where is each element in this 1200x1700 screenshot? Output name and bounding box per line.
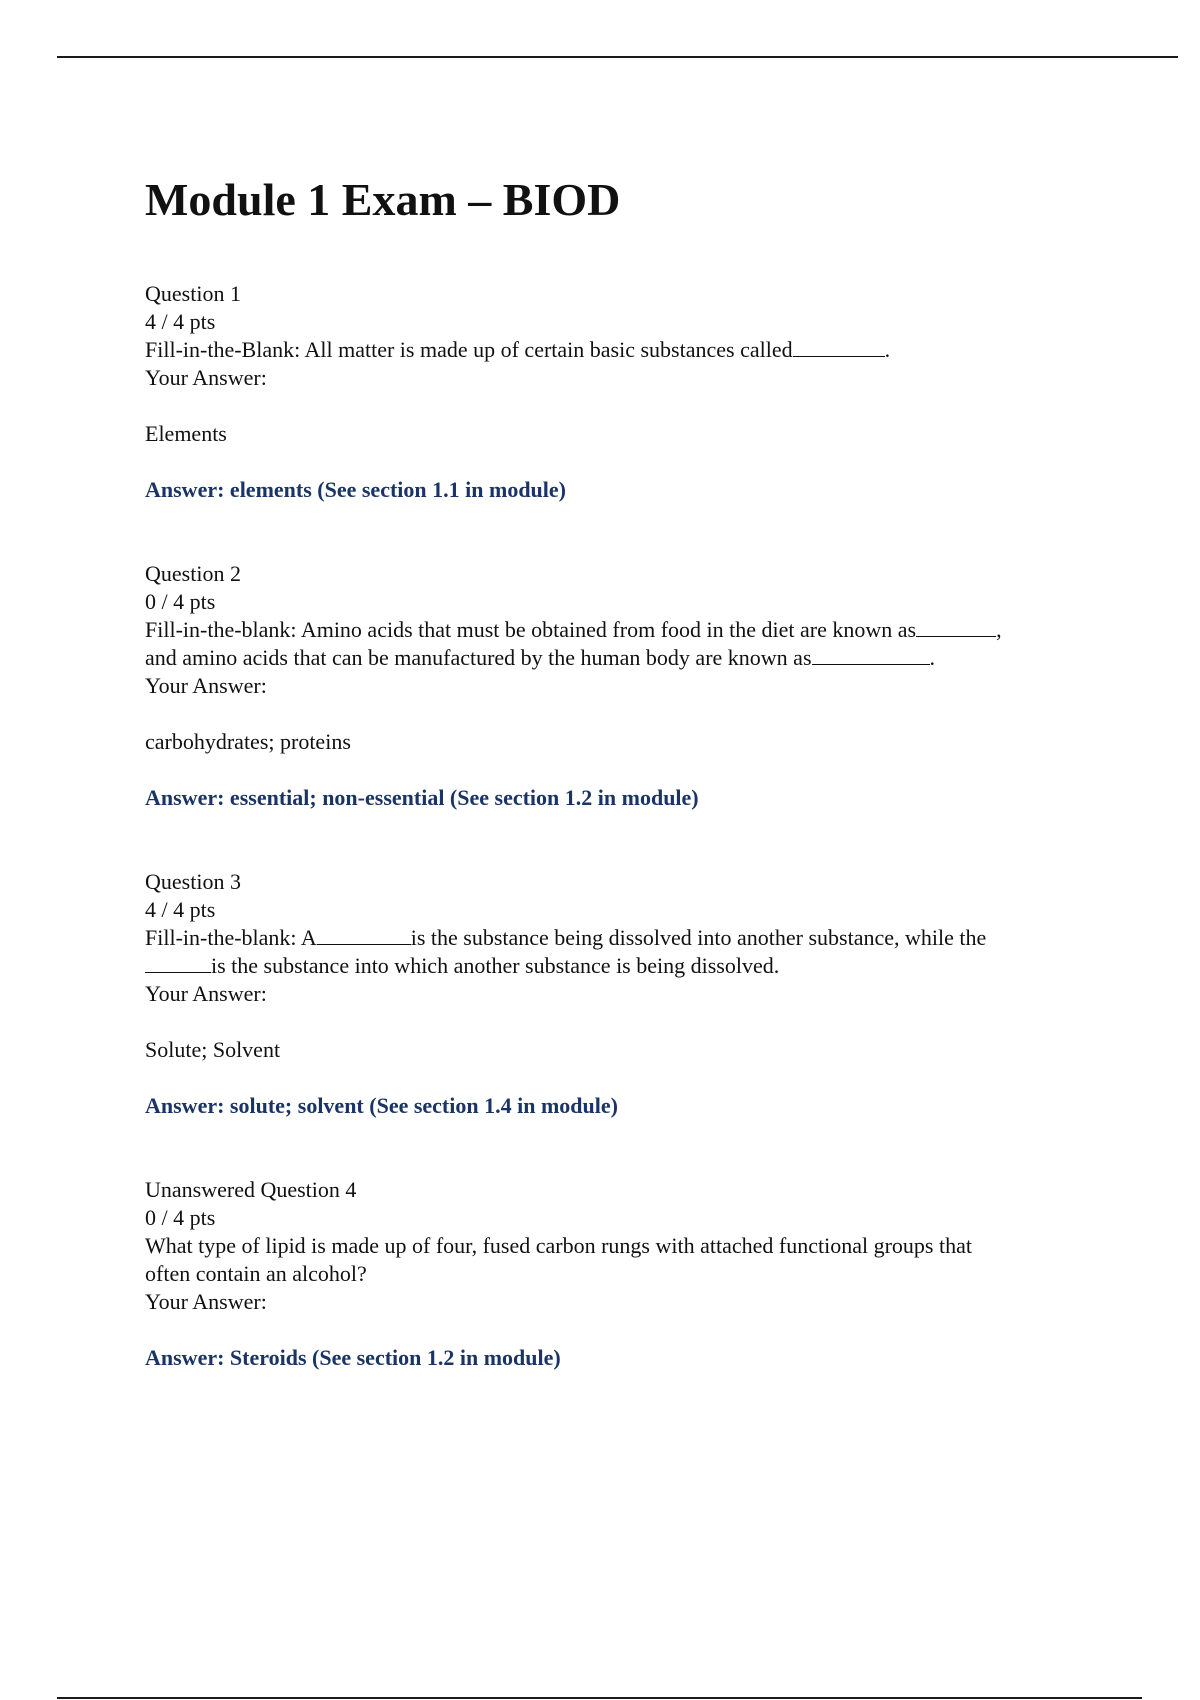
prompt-text: is the substance into which another substance is being dissolved. [211,953,780,978]
your-answer-value: Solute; Solvent [145,1037,281,1062]
question-points: 4 / 4 pts [145,309,216,334]
question-heading: Unanswered Question 4 [145,1177,357,1202]
your-answer-label: Your Answer: [145,673,267,698]
question-prompt [145,924,1085,952]
your-answer-label: Your Answer: [145,1289,267,1314]
question-prompt [145,616,1085,644]
question-points: 4 / 4 pts [145,897,216,922]
question-heading: Question 2 [145,561,241,586]
your-answer-value: Elements [145,421,227,446]
prompt-text: Fill-in-the-blank: Amino acids that must be obtained from food in the diet are known as [145,617,917,642]
answer-blank [317,924,411,945]
question-2 [145,560,1085,812]
prompt-punctuation: , [996,617,1002,642]
exam-content [145,170,1085,1372]
answer-key: Answer: solute; solvent (See section 1.4 in module) [145,1093,618,1118]
question-prompt-continued [145,644,1085,672]
question-heading: Question 3 [145,869,241,894]
answer-blank [916,616,996,637]
question-prompt-continued [145,952,1085,980]
prompt-text: Fill-in-the-Blank: All matter is made up of certain basic substances called [145,337,793,362]
prompt-text: is the substance being dissolved into another substance, while the [410,925,987,950]
question-points: 0 / 4 pts [145,589,216,614]
question-prompt [145,336,1085,364]
prompt-punctuation: . [884,337,891,362]
your-answer-label: Your Answer: [145,365,267,390]
question-1 [145,280,1085,504]
question-points: 0 / 4 pts [145,1205,216,1230]
prompt-text: Fill-in-the-blank: A [145,925,317,950]
prompt-text: and amino acids that can be manufactured by the human body are known as [145,645,812,670]
bottom-rule [57,1697,1142,1699]
top-rule [57,56,1178,58]
answer-blank [793,336,885,357]
question-prompt-continued: often contain an alcohol? [145,1261,367,1286]
exam-title: Module 1 Exam – BIOD [145,174,621,225]
answer-key: Answer: Steroids (See section 1.2 in module) [145,1345,561,1370]
prompt-punctuation: . [929,645,935,670]
answer-blank [812,644,930,665]
question-heading: Question 1 [145,281,241,306]
your-answer-label: Your Answer: [145,981,267,1006]
answer-blank [145,952,211,973]
answer-key: Answer: essential; non-essential (See section 1.2 in module) [145,785,699,810]
question-4 [145,1176,1085,1372]
question-3 [145,868,1085,1120]
answer-key: Answer: elements (See section 1.1 in module) [145,477,566,502]
question-prompt: What type of lipid is made up of four, fused carbon rungs with attached functional groups that [145,1233,972,1258]
your-answer-value: carbohydrates; proteins [145,729,351,754]
